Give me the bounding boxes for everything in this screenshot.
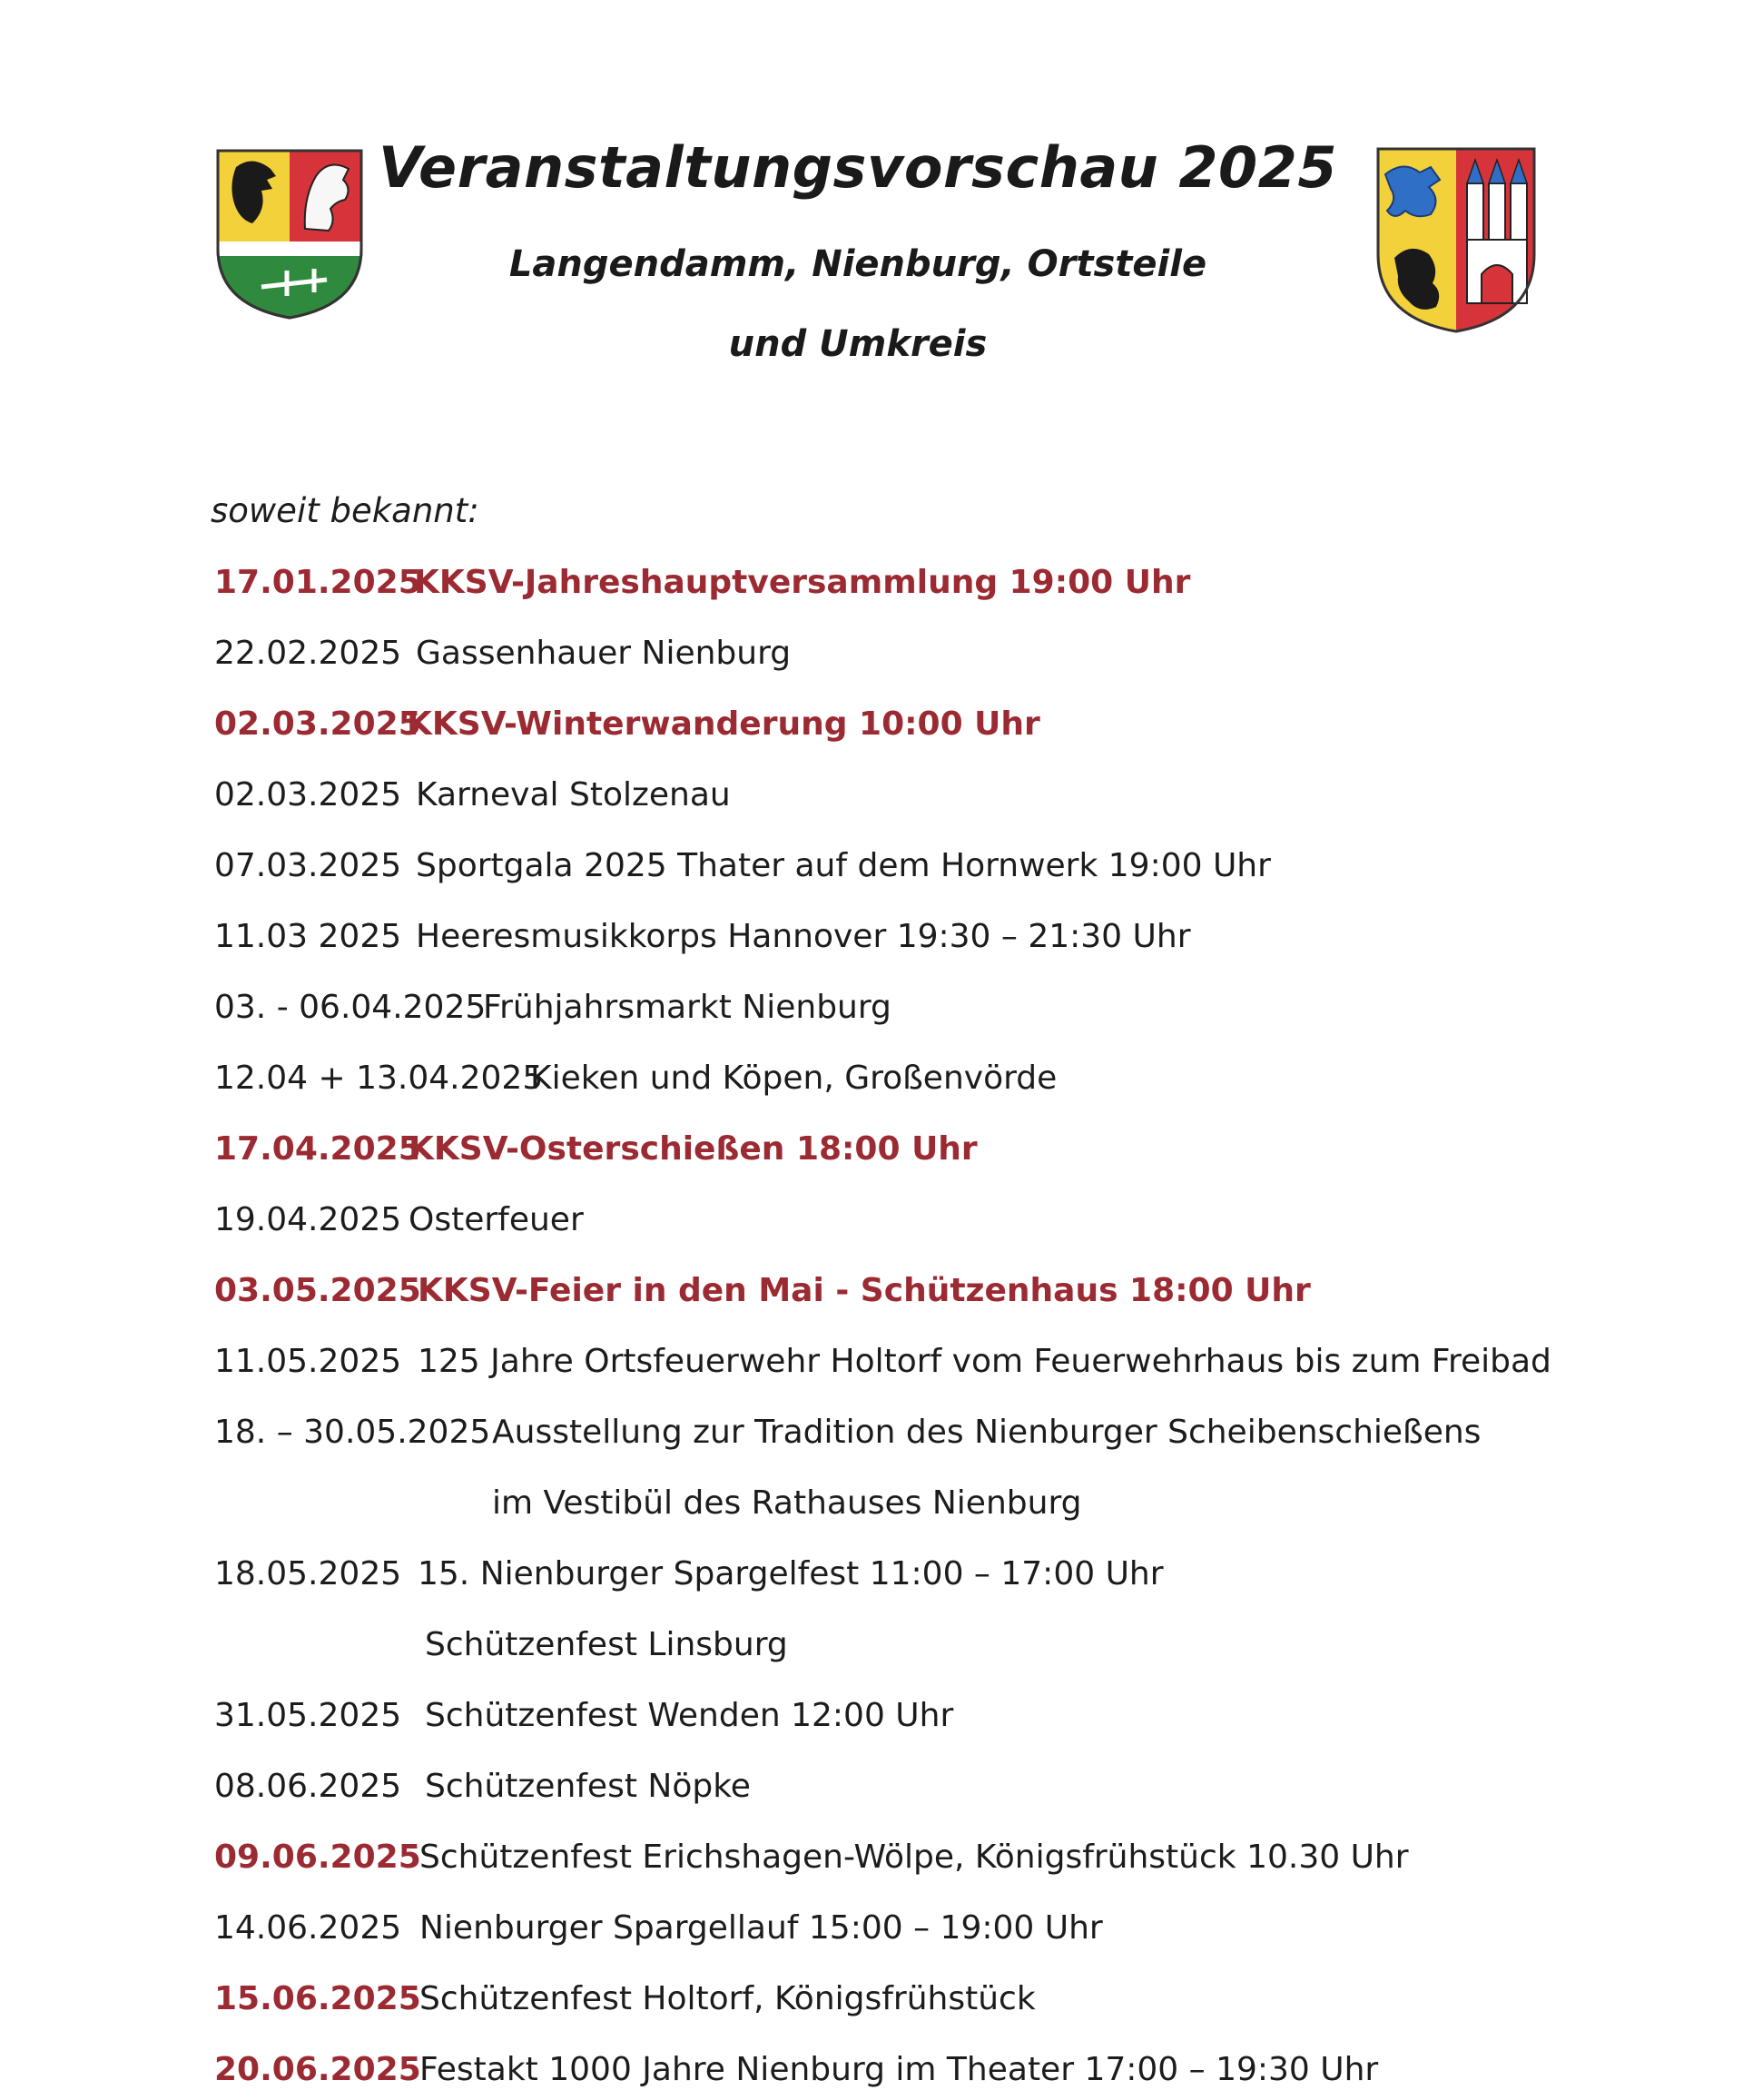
page-subtitle-line2: und Umkreis — [728, 323, 988, 365]
page-subtitle-line1: Langendamm, Nienburg, Ortsteile — [508, 243, 1207, 285]
event-description: 125 Jahre Ortsfeuerwehr Holtorf vom Feuerwehrhaus bis zum Freibad — [418, 1343, 1551, 1380]
event-description: KKSV-Winterwanderung 10:00 Uhr — [407, 705, 1040, 743]
event-date: 19.04.2025 — [214, 1201, 402, 1238]
event-description: Festakt 1000 Jahre Nienburg im Theater 17:00 – 19:30 Uhr — [419, 2051, 1379, 2088]
event-description: im Vestibül des Rathauses Nienburg — [492, 1484, 1082, 1522]
event-date: 18. – 30.05.2025 — [214, 1414, 491, 1451]
event-date: 11.05.2025 — [214, 1343, 402, 1380]
event-description: 15. Nienburger Spargelfest 11:00 – 17:00 Uhr — [418, 1555, 1164, 1592]
event-description: Sportgala 2025 Thater auf dem Hornwerk 19:00 Uhr — [416, 847, 1271, 884]
page-title: Veranstaltungsvorschau 2025 — [379, 134, 1337, 201]
event-date: 18.05.2025 — [214, 1555, 402, 1592]
intro-text: soweit bekannt: — [211, 491, 479, 530]
event-description: Kieken und Köpen, Großenvörde — [530, 1060, 1058, 1097]
event-date: 09.06.2025 — [214, 1839, 421, 1876]
event-date: 07.03.2025 — [214, 847, 402, 884]
event-description: Schützenfest Holtorf, Königsfrühstück — [419, 1980, 1036, 2017]
event-description: Schützenfest Erichshagen-Wölpe, Königsfrühstück 10.30 Uhr — [419, 1839, 1409, 1876]
event-description: Schützenfest Nöpke — [425, 1768, 751, 1805]
event-date: 17.04.2025 — [214, 1130, 421, 1168]
event-description: Ausstellung zur Tradition des Nienburger Scheibenschießens — [492, 1414, 1482, 1451]
event-date: 12.04 + 13.04.2025 — [214, 1060, 544, 1097]
event-description: Osterfeuer — [409, 1201, 584, 1238]
event-description: Gassenhauer Nienburg — [416, 635, 792, 672]
event-date: 15.06.2025 — [214, 1980, 421, 2017]
event-description: Heeresmusikkorps Hannover 19:30 – 21:30 Uhr — [416, 918, 1191, 955]
event-date: 20.06.2025 — [214, 2051, 421, 2088]
event-date: 02.03.2025 — [214, 705, 421, 743]
event-date: 03. - 06.04.2025 — [214, 989, 487, 1026]
event-description: Frühjahrsmarkt Nienburg — [483, 989, 891, 1026]
event-date: 02.03.2025 — [214, 776, 402, 813]
event-description: Nienburger Spargellauf 15:00 – 19:00 Uhr — [419, 1909, 1103, 1947]
event-description: KKSV-Feier in den Mai - Schützenhaus 18:00 Uhr — [418, 1272, 1311, 1309]
event-date: 14.06.2025 — [214, 1909, 402, 1947]
event-description: Karneval Stolzenau — [416, 776, 731, 813]
nienburg-coat-of-arms-icon — [1376, 147, 1536, 333]
event-date: 31.05.2025 — [214, 1697, 402, 1734]
event-description: KKSV-Osterschießen 18:00 Uhr — [409, 1130, 978, 1168]
event-description: Schützenfest Linsburg — [425, 1626, 788, 1663]
event-date: 11.03 2025 — [214, 918, 402, 955]
event-description: Schützenfest Wenden 12:00 Uhr — [425, 1697, 954, 1734]
event-date: 03.05.2025 — [214, 1272, 421, 1309]
event-date: 22.02.2025 — [214, 635, 402, 672]
event-date: 17.01.2025 — [214, 564, 421, 601]
event-description: KKSV-Jahreshauptversammlung 19:00 Uhr — [414, 564, 1191, 601]
event-date: 08.06.2025 — [214, 1768, 402, 1805]
